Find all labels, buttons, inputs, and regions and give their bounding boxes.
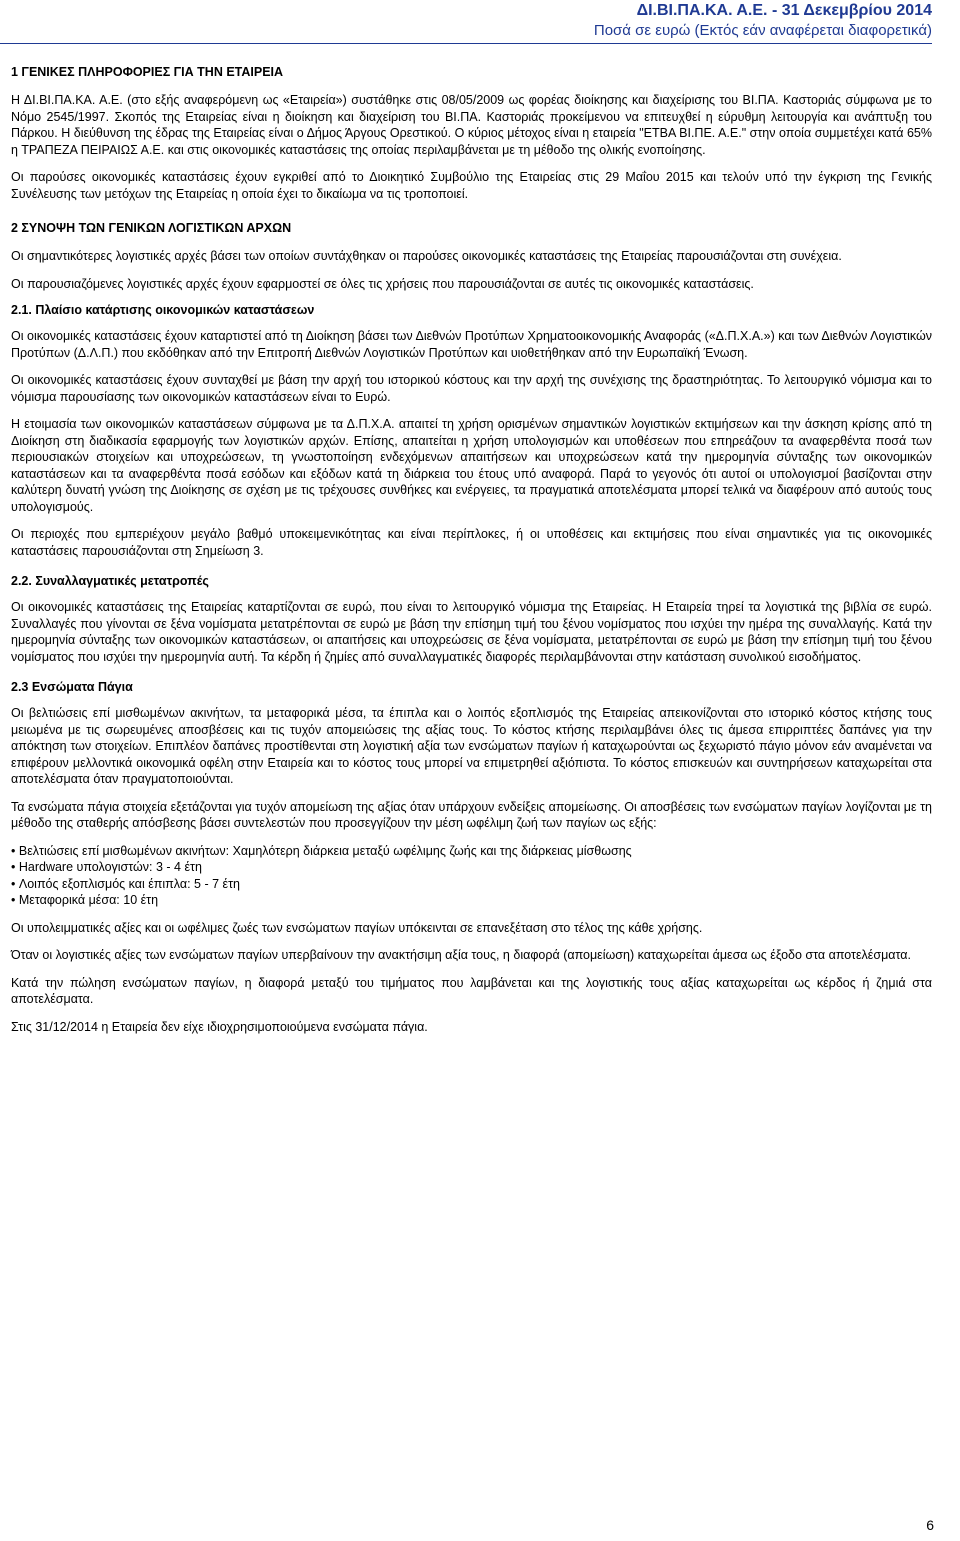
header-divider <box>0 43 932 44</box>
header-company-date: ΔΙ.ΒΙ.ΠΑ.ΚΑ. Α.Ε. - 31 Δεκεμβρίου 2014 <box>636 2 932 19</box>
section-2-2-heading: 2.2. Συναλλαγματικές μετατροπές <box>11 574 209 588</box>
section-2-1-paragraph-1: Οι οικονομικές καταστάσεις έχουν καταρτιστεί από τη Διοίκηση βάσει των Διεθνών Προτύπων Χρηματοοικονομικής Αναφοράς («Δ.Π.Χ.Α.») και των Διεθνών Λογιστικών Προτύπων (Δ.Λ.Π.) που εκδόθηκαν από την Επιτροπή Διεθνών Λογιστικών Προτύπων και υιοθετήθηκαν από την Ευρωπαϊκή Ένωση. <box>11 329 932 360</box>
section-2-3-paragraph-1: Οι βελτιώσεις επί μισθωμένων ακινήτων, τα μεταφορικά μέσα, τα έπιπλα και ο λοιπός εξοπλισμός της Εταιρείας απεικονίζονται στο ιστορικό κόστος κτήσης τους μειωμένα με τις σωρευμένες αποσβέσεις και τις τυχόν απομειώσεις της αξίας τους. Το κόστος κτήσης περιλαμβάνει όλες τις άμεσα επιρριπτέες δαπάνες για την απόκτηση των στοιχείων. Επιπλέον δαπάνες προστίθενται στη λογιστική αξία των ενσώματων παγίων ή καταχωρούνται ως ξεχωριστό πάγιο μόνον εάν αναμένεται να επιφέρουν μελλοντικά οικονομικά οφέλη στην Εταιρεία και το κόστος τους μπορεί να επιμετρηθεί αξιόπιστα. Το κόστος επισκευών και συντηρήσεων καταχωρείται στα αποτελέσματα όταν πραγματοποιούνται. <box>11 706 932 786</box>
section-2-1-paragraph-2: Οι οικονομικές καταστάσεις έχουν συνταχθεί με βάση την αρχή του ιστορικού κόστους και την αρχή της συνέχισης της δραστηριότητας. Το λειτουργικό νόμισμα και το νόμισμα παρουσίασης των οικονομικών καταστάσεων είναι το Ευρώ. <box>11 373 932 404</box>
section-2-paragraph-1: Οι σημαντικότερες λογιστικές αρχές βάσει των οποίων συντάχθηκαν οι παρούσες οικονομικές καταστάσεις της Εταιρείας παρουσιάζονται στη συνέχεια. <box>11 249 842 263</box>
section-2-1-heading: 2.1. Πλαίσιο κατάρτισης οικονομικών καταστάσεων <box>11 303 315 317</box>
page-number: 6 <box>926 1517 934 1533</box>
section-2-2-paragraph-1: Οι οικονομικές καταστάσεις της Εταιρείας καταρτίζονται σε ευρώ, που είναι το λειτουργικό νόμισμα της Εταιρείας. Η Εταιρεία τηρεί τα λογιστικά της βιβλία σε ευρώ. Συναλλαγές που γίνονται σε ξένα νομίσματα μετατρέπονται σε ευρώ με βάση την επίσημη τιμή του ξένου νομίσματος που ισχύει την ημέρα της συναλλαγής. Κατά την ημερομηνία σύνταξης των οικονομικών καταστάσεων, οι απαιτήσεις και υποχρεώσεις σε ξένα νομίσματα, μετατρέπονται σε ευρώ με βάση την επίσημη τιμή του ξένου νομίσματος που ισχύει την ημερομηνία αυτή. Τα κέρδη ή ζημίες από συναλλαγματικές διαφορές περιλαμβάνονται στην κατάσταση συνολικού εισοδήματος. <box>11 600 932 664</box>
section-2-1-paragraph-4: Οι περιοχές που εμπεριέχουν μεγάλο βαθμό υποκειμενικότητας και είναι περίπλοκες, ή οι υποθέσεις και εκτιμήσεις που είναι σημαντικές για τις οικονομικές καταστάσεις παρουσιάζονται στη Σημείωση 3. <box>11 527 932 558</box>
section-1-paragraph-1: Η ΔΙ.ΒΙ.ΠΑ.ΚΑ. Α.Ε. (στο εξής αναφερόμενη ως «Εταιρεία») συστάθηκε στις 08/05/2009 ως φορέας διοίκησης και διαχείρισης του ΒΙ.ΠΑ. Καστοριάς σύμφωνα με το Νόμο 2545/1997. Σκοπός της Εταιρείας είναι η διοίκηση και διαχείριση του ΒΙ.ΠΑ. Καστοριάς προκείμενου να επιτευχθεί η εύρυθμη λειτουργία και ανάπτυξη του Πάρκου. Η διεύθυνση της έδρας της Εταιρείας είναι ο Δήμος Άργους Ορεστικού. Ο κύριος μέτοχος είναι η εταιρεία "ΕΤΒΑ ΒΙ.ΠΕ. Α.Ε." στην οποία συμμετέχει κατά 65% η ΤΡΑΠΕΖΑ ΠΕΙΡΑΙΩΣ Α.Ε. και στις οικονομικές καταστάσεις της οποίας περιλαμβάνεται με τη μέθοδο της ολικής ενοποίησης. <box>11 93 932 157</box>
list-item: • Βελτιώσεις επί μισθωμένων ακινήτων: Χαμηλότερη διάρκεια μεταξύ ωφέλιμης ζωής και της διάρκειας μίσθωσης <box>11 843 932 860</box>
section-2-3-paragraph-5: Κατά την πώληση ενσώματων παγίων, η διαφορά μεταξύ του τιμήματος που λαμβάνεται και της λογιστικής τους αξίας καταχωρείται ως κέρδος ή ζημιά στα αποτελέσματα. <box>11 975 932 1006</box>
list-item: • Λοιπός εξοπλισμός και έπιπλα: 5 - 7 έτη <box>11 876 932 893</box>
section-2-heading: 2 ΣΥΝΟΨΗ ΤΩΝ ΓΕΝΙΚΩΝ ΛΟΓΙΣΤΙΚΩΝ ΑΡΧΩΝ <box>11 221 292 235</box>
section-1-paragraph-2: Οι παρούσες οικονομικές καταστάσεις έχουν εγκριθεί από το Διοικητικό Συμβούλιο της Εταιρείας στις 29 Μαΐου 2015 και τελούν υπό την έγκριση της Γενικής Συνέλευσης των μετόχων της Εταιρείας η οποία έχει το δικαίωμα να τις τροποποιεί. <box>11 170 932 201</box>
section-2-paragraph-2: Οι παρουσιαζόμενες λογιστικές αρχές έχουν εφαρμοστεί σε όλες τις χρήσεις που παρουσιάζονται σε αυτές τις οικονομικές καταστάσεις. <box>11 276 754 291</box>
section-1-heading: 1 ΓΕΝΙΚΕΣ ΠΛΗΡΟΦΟΡΙΕΣ ΓΙΑ ΤΗΝ ΕΤΑΙΡΕΙΑ <box>11 65 284 79</box>
section-2-1-paragraph-3: Η ετοιμασία των οικονομικών καταστάσεων σύμφωνα με τα Δ.Π.Χ.Α. απαιτεί τη χρήση ορισμένων σημαντικών λογιστικών εκτιμήσεων και την άσκηση κρίσης από τη Διοίκηση στη διαδικασία εφαρμογής των λογιστικών αρχών. Επίσης, απαιτείται η χρήση υπολογισμών και υποθέσεων που επηρεάζουν τα αναφερθέντα ποσά των περιουσιακών στοιχείων και υποχρεώσεων, τη γνωστοποίηση ενδεχόμενων απαιτήσεων και υποχρεώσεων κατά την ημερομηνία σύνταξης των οικονομικών καταστάσεων και τα αναφερθέντα ποσά εσόδων και εξόδων κατά τη διάρκεια του έτους υπό αναφορά. Παρά το γεγονός ότι αυτοί οι υπολογισμοί βασίζονται στην καλύτερη δυνατή γνώση της Διοίκησης σε σχέση με τις τρέχουσες συνθήκες και ενέργειες, τα πραγματικά αποτελέσματα μπορεί τελικά να διαφέρουν από αυτούς τους υπολογισμούς. <box>11 417 932 514</box>
list-item: • Μεταφορικά μέσα: 10 έτη <box>11 892 932 909</box>
depreciation-rates-list <box>11 843 932 909</box>
list-item: • Hardware υπολογιστών: 3 - 4 έτη <box>11 859 932 876</box>
section-2-3-heading: 2.3 Ενσώματα Πάγια <box>11 680 133 694</box>
section-2-3-paragraph-4: Όταν οι λογιστικές αξίες των ενσώματων παγίων υπερβαίνουν την ανακτήσιμη αξία τους, η διαφορά (απομείωση) καταχωρείται άμεσα ως έξοδο στα αποτελέσματα. <box>11 948 911 962</box>
header-currency-note: Ποσά σε ευρώ (Εκτός εάν αναφέρεται διαφορετικά) <box>593 22 932 39</box>
document-body <box>11 65 932 1046</box>
section-2-3-paragraph-2: Τα ενσώματα πάγια στοιχεία εξετάζονται για τυχόν απομείωση της αξίας όταν υπάρχουν ενδείξεις απομείωσης. Οι αποσβέσεις των ενσώματων παγίων λογίζονται με τη μέθοδο της σταθερής απόσβεσης βάσει συντελεστών που προσεγγίζουν την μέση ωφέλιμη ζωή των παγίων ως εξής: <box>11 799 932 830</box>
section-2-3-paragraph-6: Στις 31/12/2014 η Εταιρεία δεν είχε ιδιοχρησιμοποιούμενα ενσώματα πάγια. <box>11 1019 428 1034</box>
section-2-3-paragraph-3: Οι υπολειμματικές αξίες και οι ωφέλιμες ζωές των ενσώματων παγίων υπόκεινται σε επανεξέταση στο τέλος της κάθε χρήσης. <box>11 920 703 935</box>
